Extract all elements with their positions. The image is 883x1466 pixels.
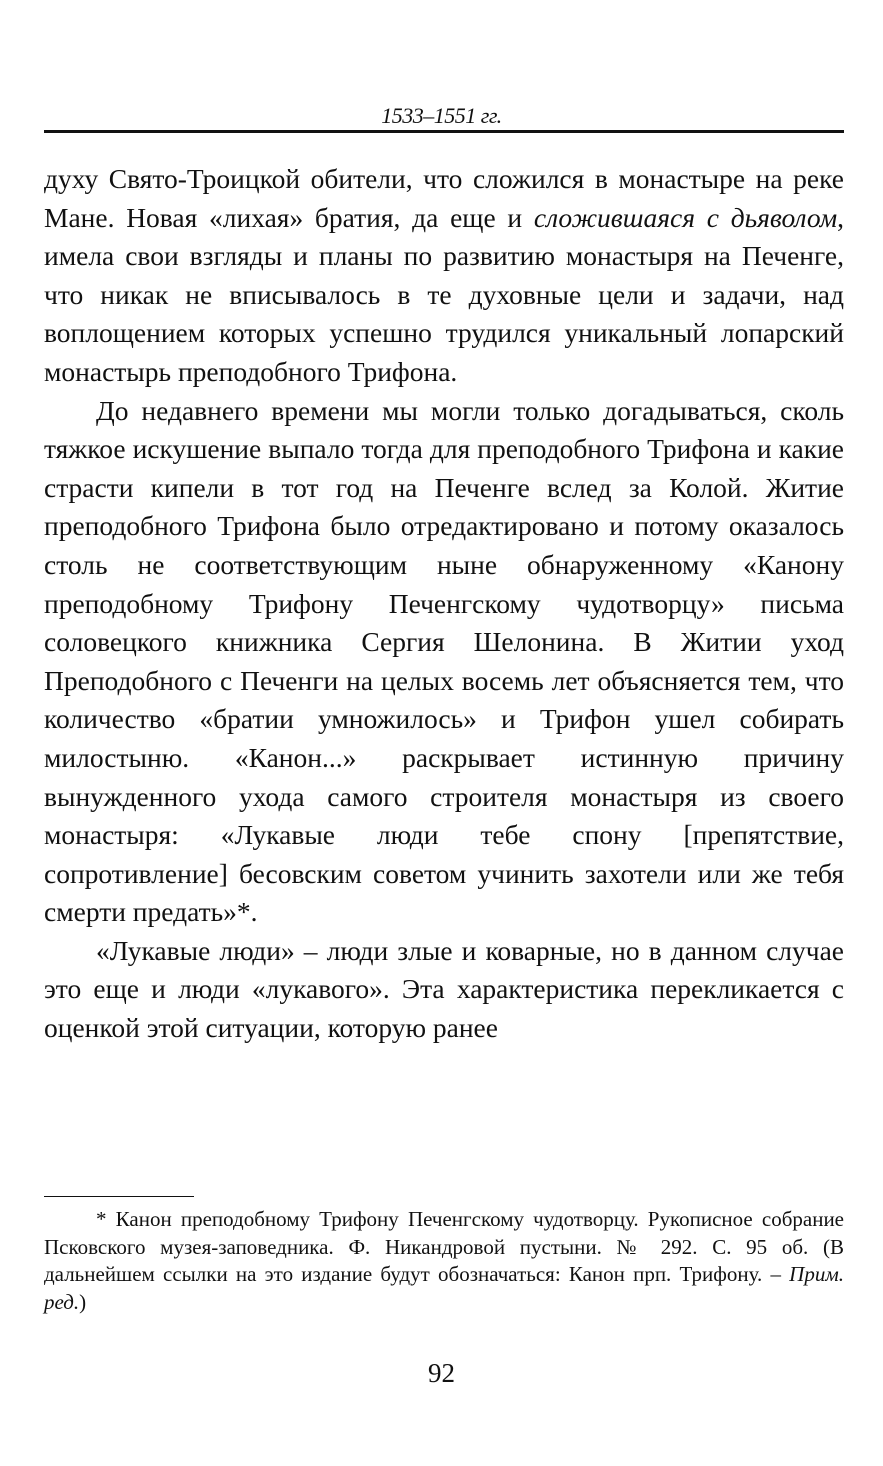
paragraph-1: [44, 160, 844, 392]
paragraph-1-text-b: , имела свои взгляды и планы по развитию монастыря на Печенге, что никак не вписывалось в те духовные цели и задачи, над воплощением которых успешно трудился уникальный лопарский монастырь преподобного Трифона.: [44, 201, 844, 387]
paragraph-1-emphasis: сложившаяся с дьяволом: [533, 201, 838, 233]
footnote: [44, 1206, 844, 1316]
running-head: 1533–1551 гг.: [381, 103, 502, 128]
footnote-close: ): [79, 1289, 87, 1314]
paragraph-1-text-a: духу Свято-Троицкой обители, что сложился в монастыре на реке Мане. Новая «лихая» братия, да еще и: [44, 163, 844, 233]
paragraph-2: До недавнего времени мы могли только догадываться, сколь тяжкое искушение выпало тогда для преподобного Трифона и какие страсти кипели в тот год на Печенге вслед за Колой. Житие преподобного Трифона было отредактировано и потому оказалось столь не соответствующим ныне обнаруженному «Канону преподобному Трифону Печенгскому чудотворцу» письма соловецкого книжника Сергия Шелонина. В Житии уход Преподобного с Печенги на целых восемь лет объясняется тем, что количество «братии умножилось» и Трифон ушел собирать милостыню. «Канон...» раскрывает истинную причину вынужденного ухода самого строителя монастыря из своего монастыря: «Лукавые люди тебе спону [препятствие, сопротивление] бесовским советом учинить захотели или же тебя смерти предать»*.: [44, 394, 844, 928]
paragraph-3: «Лукавые люди» – люди злые и коварные, но в данном случае это еще и люди «лукавого». Эта характеристика перекликается с оценкой этой ситуации, которую ранее: [44, 934, 844, 1044]
page-number: 92: [428, 1358, 455, 1388]
footnote-editor-note: Прим. ред.: [44, 1262, 844, 1314]
footnote-paragraph: [44, 1206, 844, 1316]
header-rule: [44, 130, 844, 133]
body-text: [44, 160, 844, 1048]
footnote-text: * Канон преподобному Трифону Печенгскому чудотворцу. Рукописное собрание Псковского музея-заповедника. Ф. Никандровой пустыни. № 292. С. 95 об. (В дальнейшем ссылки на это издание будут обозначаться: Канон прп. Трифону. –: [44, 1207, 844, 1286]
footnote-rule: [44, 1196, 194, 1197]
